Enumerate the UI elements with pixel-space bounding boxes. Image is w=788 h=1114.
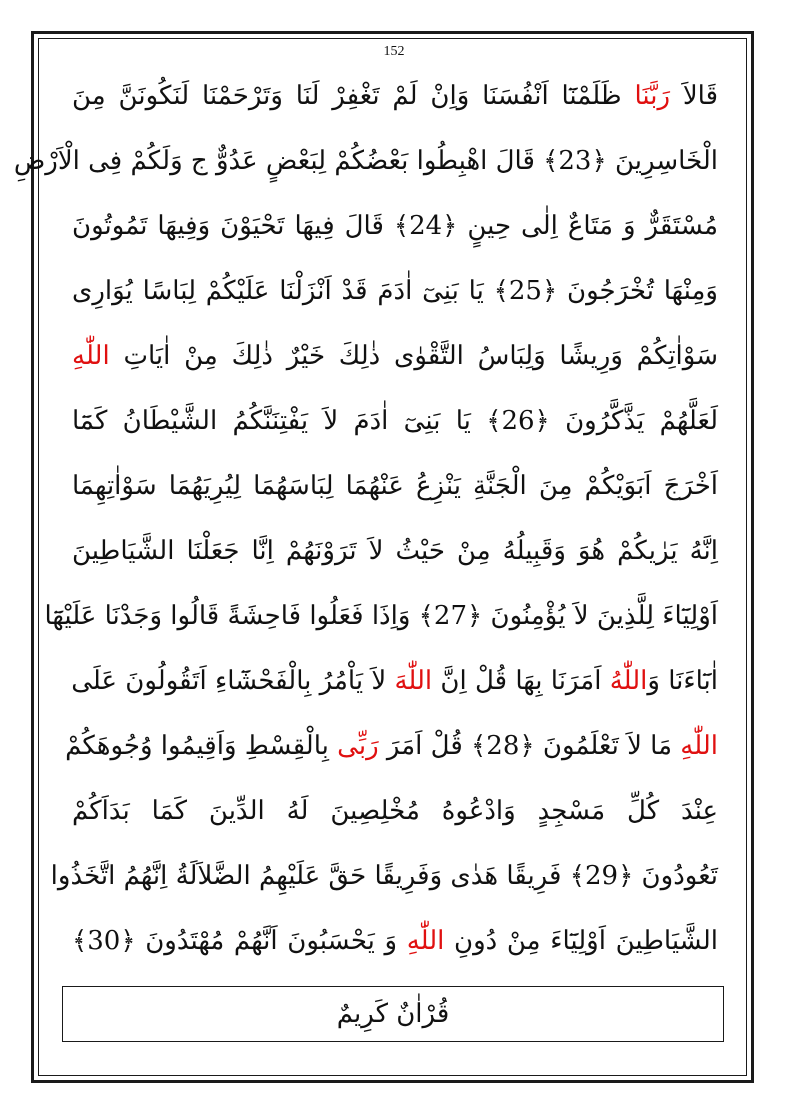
text-segment: وَمِنْهَا تُخْرَجُونَ ﴿25﴾ يَا بَنِىٓ اٰدَمَ قَدْ اَنْزَلْنَا عَلَيْكُمْ لِبَاسًا يُوَارِى [72,276,718,306]
highlighted-word: اللّٰهَ [394,666,433,696]
text-segment: لاَ يَاْمُرُ بِالْفَحْشَٓاءِ اَتَقُولُونَ عَلَى [71,666,395,696]
text-segment: بِالْقِسْطِ وَاَقِيمُوا وُجُوهَكُمْ [65,731,338,761]
text-line [72,649,718,714]
text-segment: سَوْاٰتِكُمْ وَرِيشًا وَلِبَاسُ التَّقْوٰى ذٰلِكَ خَيْرٌ ذٰلِكَ مِنْ اٰيَاتِ [109,341,718,371]
text-line [72,909,718,974]
text-segment: اٰبَٓاءَنَا وَ [647,666,718,696]
text-line [50,844,718,909]
footer-title: قُرْاٰنٌ كَرِيمٌ [336,999,450,1029]
text-segment: مُسْتَقَرٌّ وَ مَتَاعٌ اِلٰى حِينٍ ﴿24﴾ قَالَ فِيهَا تَحْيَوْنَ وَفِيهَا تَمُوتُونَ [72,211,718,241]
highlighted-word: اللّٰهِ [72,341,110,371]
page-number: 152 [383,44,405,59]
highlighted-word: رَبَّنَا [634,81,670,111]
text-segment: ظَلَمْنَٓا اَنْفُسَنَا وَاِنْ لَمْ تَغْفِرْ لَنَا وَتَرْحَمْنَا لَنَكُونَنَّ مِنَ [72,81,635,111]
text-segment: اَمَرَنَا بِهَا قُلْ اِنَّ [432,666,610,696]
text-line [72,64,718,129]
text-line [65,714,718,779]
text-line [72,194,718,259]
highlighted-word: اللّٰهُ [609,666,648,696]
text-segment: لَعَلَّهُمْ يَذَّكَّرُونَ ﴿26﴾ يَا بَنِىٓ اٰدَمَ لاَ يَفْتِنَنَّكُمُ الشَّيْطَانُ كَمَٓا [72,406,718,436]
text-line [13,129,718,194]
text-segment: الشَّيَاطِينَ اَوْلِيَٓاءَ مِنْ دُونِ [444,926,719,956]
footer-title-box [62,986,724,1042]
text-segment: اِنَّهُ يَرٰيكُمْ هُوَ وَقَبِيلُهُ مِنْ حَيْثُ لاَ تَرَوْنَهُمْ اِنَّا جَعَلْنَا الشَّيَاطِينَ [72,536,718,566]
verse-text-block [13,64,719,974]
text-line [72,259,718,324]
highlighted-word: اللّٰهِ [406,926,445,956]
text-line [72,389,718,454]
highlighted-word: رَبِّى [337,731,379,761]
text-segment: عِنْدَ كُلِّ مَسْجِدٍ وَادْعُوهُ مُخْلِصِينَ لَهُ الدِّينَ كَمَا بَدَاَكُمْ [72,796,718,826]
text-segment: تَعُودُونَ ﴿29﴾ فَرِيقًا هَدٰى وَفَرِيقًا حَقَّ عَلَيْهِمُ الضَّلاَلَةُ اِنَّهُمُ اتَّخَذُوا [50,861,718,891]
text-segment: مَا لاَ تَعْلَمُونَ ﴿28﴾ قُلْ اَمَرَ [378,731,681,761]
text-line [72,454,718,519]
text-line [44,584,718,649]
text-line [72,779,718,844]
text-segment: وَ يَحْسَبُونَ اَنَّهُمْ مُهْتَدُونَ ﴿30﴾ [72,926,407,956]
text-segment: الْخَاسِرِينَ ﴿23﴾ قَالَ اهْبِطُوا بَعْضُكُمْ لِبَعْضٍ عَدُوٌّ ج وَلَكُمْ فِى الْاَرْضِ [13,146,718,176]
text-line [72,324,718,389]
text-segment: قَالاَ [670,81,718,111]
text-line [72,519,718,584]
text-segment: اَخْرَجَ اَبَوَيْكُمْ مِنَ الْجَنَّةِ يَنْزِعُ عَنْهُمَا لِبَاسَهُمَا لِيُرِيَهُمَا سَوْاٰتِهِمَا [72,471,718,501]
highlighted-word: اللّٰهِ [680,731,718,761]
text-segment: اَوْلِيَٓاءَ لِلَّذِينَ لاَ يُؤْمِنُونَ ﴿27﴾ وَاِذَا فَعَلُوا فَاحِشَةً قَالُوا وَجَدْنَا عَلَيْهَٓا [44,601,718,631]
